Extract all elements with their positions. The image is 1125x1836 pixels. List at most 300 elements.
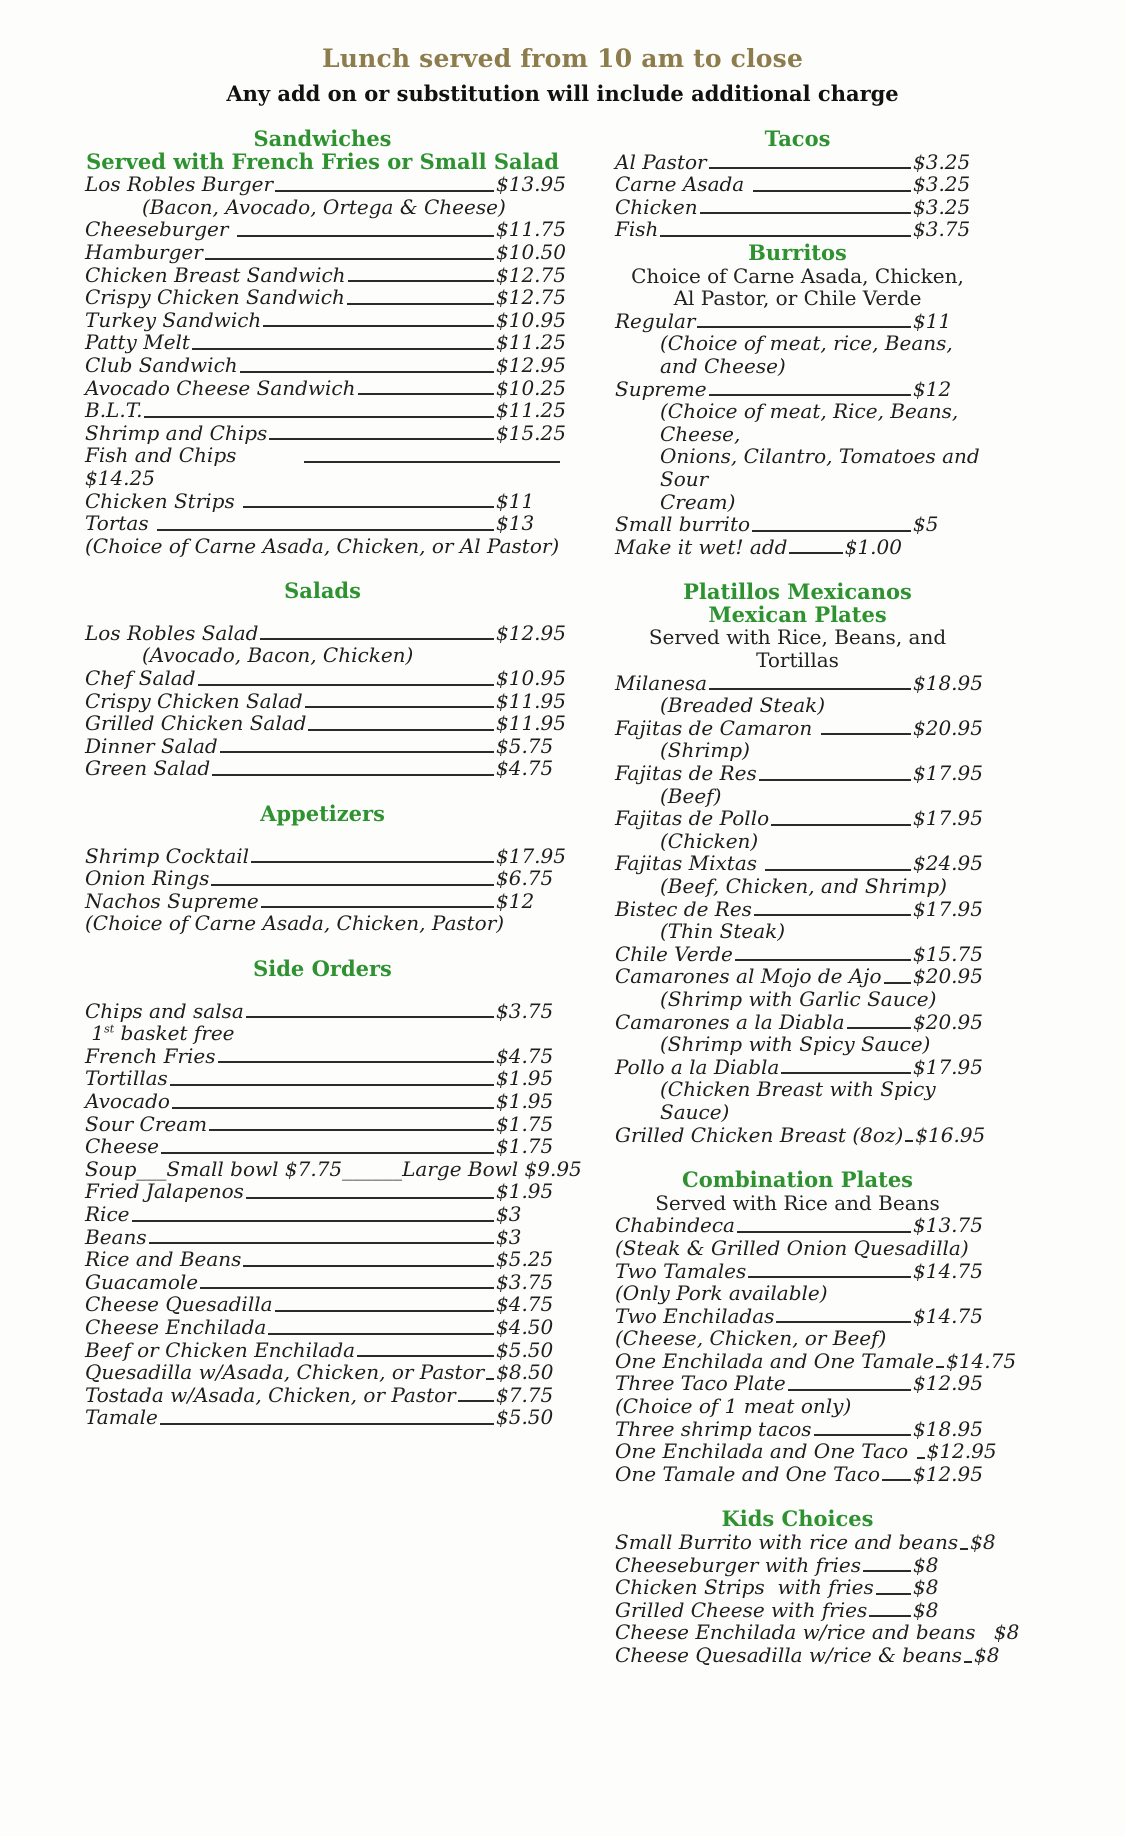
menu-item-name: Cheese Enchilada w/rice and beans [615, 1620, 982, 1645]
menu-item-name: Chicken [615, 194, 698, 219]
menu-item-price: $12.95 [926, 1439, 997, 1464]
menu-item-name: Shrimp and Chips [85, 420, 268, 445]
item-description: (Choice of meat, Rice, Beans, Cheese, [660, 399, 959, 446]
menu-item-price: $8 [993, 1620, 1020, 1645]
menu-item-row [85, 1248, 560, 1271]
price-leader-line [709, 151, 911, 170]
price-leader-line [132, 1203, 495, 1222]
section-header [615, 1169, 980, 1214]
menu-item-name: Sour Cream [85, 1111, 208, 1136]
price-leader-line [212, 757, 494, 776]
item-description: (Avocado, Bacon, Chicken) [142, 643, 414, 668]
price-leader-line [243, 1248, 494, 1267]
menu-item-name: Regular [615, 308, 696, 333]
price-leader-line [771, 807, 911, 826]
section-title-secondary: Mexican Plates [708, 601, 887, 627]
menu-item-price: $17.95 [496, 843, 566, 868]
menu-item-price: $12.95 [496, 620, 566, 645]
item-description: (Steak & Grilled Onion Quesadilla) [615, 1235, 969, 1260]
price-leader-line [157, 512, 494, 531]
menu-item-row [615, 1258, 983, 1283]
menu-item-name: Camarones al Mojo de Ajo [615, 964, 882, 989]
price-leader-line [984, 1621, 992, 1640]
menu-item-price: $16.95 [915, 1122, 986, 1147]
price-leader-line [847, 1011, 912, 1030]
menu-item-price: $17.95 [913, 761, 983, 786]
item-description: (Shrimp with Garlic Sauce) [660, 986, 937, 1011]
menu-item-row [615, 1348, 1017, 1373]
menu-item-price: $15.75 [913, 941, 983, 966]
menu-item-price: $17.95 [913, 1054, 983, 1079]
menu-item-row [85, 330, 566, 355]
menu-item-name: Tortillas [85, 1066, 168, 1091]
menu-item-price: $1.95 [496, 1066, 554, 1091]
menu-item-row [615, 1439, 997, 1464]
menu-item-price: $18.95 [913, 670, 983, 695]
menu-item-row [85, 1180, 560, 1203]
section-header [615, 239, 980, 311]
section-title: Sandwiches [253, 126, 392, 151]
menu-item-price: $8 [913, 1552, 939, 1577]
menu-item-row [85, 1406, 560, 1429]
menu-item-row [615, 670, 983, 695]
menu-item-price: $1.95 [496, 1179, 554, 1204]
menu-item-price: $4.75 [496, 1043, 554, 1068]
menu-item-price: $10.95 [496, 666, 566, 691]
menu-item-name: Quesadilla w/Asada, Chicken, or Pastor [85, 1360, 485, 1385]
menu-item-price: $5.50 [496, 1405, 554, 1430]
menu-item-row [85, 1293, 560, 1316]
menu-section [615, 579, 986, 1147]
menu-item-name: Rice [85, 1201, 130, 1226]
section-intro-line: Served with Rice, Beans, and Tortillas [648, 625, 947, 673]
menu-item-name: Make it wet! add [615, 534, 788, 559]
menu-item-name: Cheeseburger [85, 217, 235, 242]
menu-item-name: Bistec de Res [615, 896, 752, 921]
menu-item-name: Shrimp Cocktail [85, 843, 250, 868]
menu-section [615, 239, 980, 559]
price-leader-line [486, 1361, 494, 1380]
menu-item-row [615, 1009, 983, 1034]
menu-item-row [85, 1316, 560, 1339]
menu-item-name: Two Tamales [615, 1258, 747, 1283]
menu-item-name: Patty Melt [85, 330, 190, 355]
menu-item-price: $24.95 [913, 851, 983, 876]
price-leader-line [200, 1271, 494, 1290]
menu-item-name: Chicken Strips [85, 488, 242, 513]
menu-item-row [85, 512, 560, 535]
menu-item-row [85, 444, 560, 467]
price-leader-line [237, 218, 494, 237]
menu-item-name: Supreme [615, 376, 707, 401]
menu-item-name: Cheese Quesadilla [85, 1292, 273, 1317]
price-leader-line [814, 1418, 911, 1437]
menu-item-row [85, 735, 560, 758]
price-leader-line [697, 310, 911, 329]
section-title: Burritos [748, 239, 847, 265]
menu-item-row [615, 1620, 1020, 1645]
menu-item-price: $12.75 [496, 262, 566, 287]
menu-item-row [615, 1122, 986, 1147]
menu-item-price: $12 [496, 888, 535, 913]
menu-text-line: Soup___Small bowl $7.75______Large Bowl $9.95 [85, 1156, 582, 1181]
menu-item-row [85, 285, 566, 310]
menu-item-name: Club Sandwich [85, 352, 238, 377]
menu-item-name: Fish and Chips [85, 443, 237, 468]
price-leader-line [863, 1554, 911, 1573]
price-leader-line [358, 377, 494, 396]
menu-item-row [85, 1000, 560, 1023]
menu-item-price: $3.25 [913, 172, 971, 197]
menu-item-row [615, 851, 983, 876]
item-description: (Shrimp with Spicy Sauce) [660, 1032, 931, 1057]
price-leader-line [149, 1226, 494, 1245]
menu-item-price: $11.95 [496, 711, 566, 736]
menu-subtitle: Any add on or substitution will include additional charge [226, 81, 899, 106]
menu-item-row [85, 239, 566, 264]
menu-item-name: Grilled Chicken Salad [85, 711, 307, 736]
menu-item-name: Guacamole [85, 1269, 199, 1294]
menu-item-row [85, 1045, 560, 1068]
menu-item-name: Fajitas de Res [615, 761, 757, 786]
item-description: (Only Pork available) [615, 1281, 828, 1306]
menu-item-name: Chicken Strips with fries [615, 1575, 874, 1600]
price-leader-line [765, 852, 911, 871]
menu-item-price: $14.75 [913, 1303, 983, 1328]
menu-item-price: $1.75 [496, 1134, 554, 1159]
menu-item-price: $5.25 [496, 1247, 554, 1272]
menu-item-price: $10.50 [496, 239, 566, 264]
menu-item-row [85, 867, 560, 890]
section-header [615, 1508, 980, 1531]
menu-item-row [615, 1554, 980, 1577]
menu-item-name: Rice and Beans [85, 1247, 242, 1272]
menu-item-row [615, 1416, 983, 1441]
menu-item-price: $8 [970, 1530, 996, 1555]
section-title: Salads [284, 578, 361, 604]
item-description: (Choice of 1 meat only) [615, 1394, 852, 1419]
menu-item-row [85, 1090, 560, 1113]
menu-item-price: $17.95 [913, 806, 983, 831]
price-leader-line [754, 898, 911, 917]
menu-item-row [85, 1113, 560, 1136]
menu-item-name: Grilled Chicken Breast (8oz) [615, 1122, 904, 1147]
price-leader-line [752, 513, 911, 532]
menu-item-price: $10.25 [496, 375, 566, 400]
price-leader-line [275, 1293, 494, 1312]
item-description: (Chicken Breast with Spicy Sauce) [660, 1077, 936, 1124]
menu-item-row [615, 1530, 996, 1555]
menu-section [615, 128, 980, 241]
menu-item-price: $12 [913, 376, 952, 401]
menu-item-name: Three Taco Plate [615, 1371, 786, 1396]
menu-item-row [615, 218, 980, 241]
price-leader-line [348, 264, 494, 283]
menu-item-name: Chef Salad [85, 666, 196, 691]
menu-item-name: Chicken Breast Sandwich [85, 262, 346, 287]
price-leader-line [735, 943, 911, 962]
menu-item-row [615, 536, 902, 559]
price-leader-line [776, 1305, 911, 1324]
price-leader-line [170, 1067, 494, 1086]
price-leader-line [260, 622, 494, 641]
price-leader-line [218, 1045, 494, 1064]
item-description: Onions, Cilantro, Tomatoes and Sour [660, 444, 980, 491]
price-leader-line [357, 1339, 494, 1358]
price-leader-line [700, 196, 911, 215]
menu-item-price: $3.75 [496, 1269, 554, 1294]
price-leader-line [211, 867, 494, 886]
item-description: (Cheese, Chicken, or Beef) [615, 1326, 887, 1351]
menu-item-row [85, 1339, 560, 1362]
price-leader-line [458, 1384, 494, 1403]
menu-item-name: Los Robles Burger [85, 172, 274, 197]
menu-item-price: $18.95 [913, 1416, 983, 1441]
menu-item-row [85, 1135, 560, 1158]
section-header [85, 580, 560, 603]
menu-item-price: $11.25 [496, 398, 566, 423]
menu-item-row [85, 666, 566, 691]
menu-item-price: $12.95 [496, 352, 566, 377]
menu-item-price: $4.50 [496, 1314, 554, 1339]
menu-item-name: One Enchilada and One Taco [615, 1439, 915, 1464]
menu-item-name: Nachos Supreme [85, 888, 259, 913]
price-leader-line [192, 331, 494, 350]
price-leader-line [275, 173, 494, 192]
menu-item-name: Avocado Cheese Sandwich [85, 375, 356, 400]
price-leader-line [737, 1214, 911, 1233]
menu-section [85, 801, 566, 936]
menu-item-name: Small burrito [615, 512, 751, 537]
menu-item-price: $4.75 [496, 1292, 554, 1317]
menu-title: Lunch served from 10 am to close [321, 44, 804, 73]
menu-item-price: $11.25 [496, 330, 566, 355]
price-leader-line [268, 1316, 494, 1335]
menu-item-price: $11 [913, 308, 952, 333]
menu-item-row [85, 1203, 560, 1226]
menu-item-name: Al Pastor [615, 149, 707, 174]
item-description: (Chicken) [660, 828, 759, 853]
menu-item-price: $8.50 [496, 1360, 554, 1385]
item-description: (Choice of Carne Asada, Chicken, or Al Pastor) [85, 533, 560, 558]
item-description: (Choice of meat, rice, Beans, and Cheese) [660, 331, 953, 378]
price-leader-line [246, 1180, 494, 1199]
price-leader-line [821, 717, 911, 736]
menu-item-row [615, 196, 980, 219]
menu-item-name: Fajitas de Camaron [615, 715, 819, 740]
menu-item-name: Milanesa [615, 670, 708, 695]
menu-item-price: $1.00 [844, 534, 902, 559]
menu-item-row [85, 1361, 560, 1384]
menu-item-price: $1.75 [496, 1111, 554, 1136]
menu-item-row [615, 806, 983, 831]
menu-item-row [615, 1599, 980, 1622]
menu-item-name: B.L.T. [85, 398, 143, 423]
item-description: (Beef) [660, 783, 722, 808]
price-leader-line [308, 712, 494, 731]
menu-item-name: Chabindeca [615, 1213, 735, 1238]
menu-item-row [85, 1271, 560, 1294]
menu-item-price: $6.75 [496, 866, 554, 891]
menu-item-name: Crispy Chicken Sandwich [85, 285, 345, 310]
menu-item-row [85, 217, 566, 242]
price-leader-line [205, 241, 494, 260]
menu-item-price: $5 [913, 512, 939, 537]
menu-item-name: Fajitas de Pollo [615, 806, 770, 831]
price-leader-line [709, 378, 911, 397]
section-header [85, 958, 560, 981]
menu-item-row [615, 378, 980, 401]
menu-item-name: French Fries [85, 1043, 216, 1068]
menu-item-price: $15.25 [496, 420, 566, 445]
menu-item-price: $12.95 [913, 1371, 983, 1396]
section-header [615, 581, 980, 671]
menu-item-price: $3 [496, 1224, 522, 1249]
section-header [85, 128, 560, 173]
price-leader-line [876, 1576, 911, 1595]
menu-item-row [85, 890, 560, 913]
menu-item-name: Los Robles Salad [85, 620, 259, 645]
menu-item-price: $3 [496, 1201, 522, 1226]
menu-item-price: $13.95 [496, 172, 566, 197]
menu-item-price: $3.25 [913, 149, 971, 174]
price-leader-line [753, 173, 911, 192]
menu-item-name: Chips and salsa [85, 998, 244, 1023]
price-leader-line [964, 1644, 972, 1663]
menu-item-price: $3.75 [496, 998, 554, 1023]
price-leader-line [304, 444, 560, 463]
menu-item-name: Fish [615, 217, 659, 242]
menu-item-price: $20.95 [913, 1009, 983, 1034]
price-leader-line [251, 845, 494, 864]
price-leader-line [161, 1135, 494, 1154]
menu-item-name: Two Enchiladas [615, 1303, 775, 1328]
price-leader-line [269, 422, 494, 441]
menu-item-row [85, 1384, 560, 1407]
menu-item-name: Crispy Chicken Salad [85, 688, 303, 713]
price-leader-line [660, 218, 911, 237]
section-title: Platillos Mexicanos [683, 579, 912, 605]
menu-section [85, 578, 566, 781]
menu-item-row [85, 1067, 560, 1090]
menu-item-row [615, 151, 980, 174]
item-description: (Shrimp) [660, 738, 750, 763]
menu-text-line: 1st basket free [85, 1021, 235, 1046]
menu-item-price: $14.75 [946, 1348, 1017, 1373]
menu-item-row [615, 1643, 1000, 1667]
section-header [615, 128, 980, 151]
menu-item-price: $20.95 [913, 964, 983, 989]
price-leader-line [347, 286, 494, 305]
price-leader-line [243, 490, 494, 509]
price-leader-line [209, 1113, 494, 1132]
price-leader-line [261, 890, 494, 909]
price-leader-line [789, 536, 842, 555]
price-leader-line [246, 1000, 494, 1019]
menu-item-row [615, 896, 983, 921]
price-leader-line [917, 1440, 925, 1459]
menu-item-row [85, 490, 560, 513]
menu-item-price: $20.95 [913, 715, 983, 740]
menu-item-price: $7.75 [496, 1382, 554, 1407]
menu-item-price: $1.95 [496, 1088, 554, 1113]
price-leader-line [869, 1599, 911, 1618]
section-header [85, 803, 560, 826]
menu-item-name: Fajitas Mixtas [615, 851, 764, 876]
price-leader-line [240, 354, 494, 373]
section-title: Side Orders [253, 956, 392, 981]
menu-item-price: $5.50 [496, 1337, 554, 1362]
menu-item-name: Green Salad [85, 756, 211, 781]
price-leader-line [759, 762, 911, 781]
menu-item-name: One Tamale and One Taco [615, 1461, 881, 1486]
section-intro-line: Served with Rice and Beans [655, 1190, 940, 1215]
menu-item-row [615, 1461, 983, 1486]
menu-item-row [85, 711, 566, 736]
column-left [85, 126, 582, 1430]
menu-item-row [615, 1213, 983, 1238]
section-title: Appetizers [260, 801, 385, 827]
menu-section [85, 126, 566, 558]
menu-item-price: $5.75 [496, 733, 554, 758]
price-leader-line [936, 1350, 944, 1369]
menu-item-name: Avocado [85, 1088, 170, 1113]
menu-item-price: $10.95 [496, 307, 566, 332]
menu-item-name: Beans [85, 1224, 147, 1249]
price-leader-line [960, 1531, 968, 1550]
menu-item-price: $17.95 [913, 896, 983, 921]
section-subtitle: Served with French Fries or Small Salad [86, 148, 559, 174]
price-leader-line [709, 672, 911, 691]
menu-item-row [615, 1303, 983, 1328]
item-description: (Bacon, Avocado, Ortega & Cheese) [142, 194, 506, 219]
menu-section [85, 956, 582, 1430]
menu-item-row [85, 757, 560, 780]
menu-item-row [615, 964, 983, 989]
menu-item-row [85, 420, 566, 445]
menu-item-row [615, 715, 983, 740]
menu-item-price: $11 [496, 488, 535, 513]
price-leader-line [305, 690, 494, 709]
menu-item-name: Carne Asada [615, 172, 751, 197]
item-description: (Thin Steak) [660, 919, 786, 944]
menu-item-name: Beef or Chicken Enchilada [85, 1337, 356, 1362]
price-leader-line [220, 735, 494, 754]
menu-item-row [85, 398, 566, 423]
item-description: (Breaded Steak) [660, 693, 826, 718]
section-intro-line: Choice of Carne Asada, Chicken, [631, 263, 964, 288]
menu-item-row [615, 513, 980, 536]
menu-item-row [85, 172, 566, 197]
menu-item-price: $3.75 [913, 217, 971, 242]
menu-item-price: $8 [913, 1597, 939, 1622]
menu-item-price: $8 [973, 1643, 1000, 1667]
menu-item-price: $12.95 [913, 1461, 983, 1486]
menu-item-row [85, 1226, 560, 1249]
menu-item-price: $11.75 [496, 217, 566, 242]
section-title: Combination Plates [682, 1167, 913, 1193]
menu-item-price: $8 [913, 1575, 939, 1600]
menu-item-name: Three shrimp tacos [615, 1416, 812, 1441]
menu-text-line: $14.25 [85, 465, 155, 490]
menu-item-price: $14.75 [913, 1258, 983, 1283]
menu-item-row [615, 1054, 983, 1079]
menu-item-name: Tostada w/Asada, Chicken, or Pastor [85, 1382, 456, 1407]
price-leader-line [781, 1056, 911, 1075]
menu-item-row [85, 262, 566, 287]
price-leader-line [882, 1463, 911, 1482]
gap-spacer [236, 444, 302, 467]
